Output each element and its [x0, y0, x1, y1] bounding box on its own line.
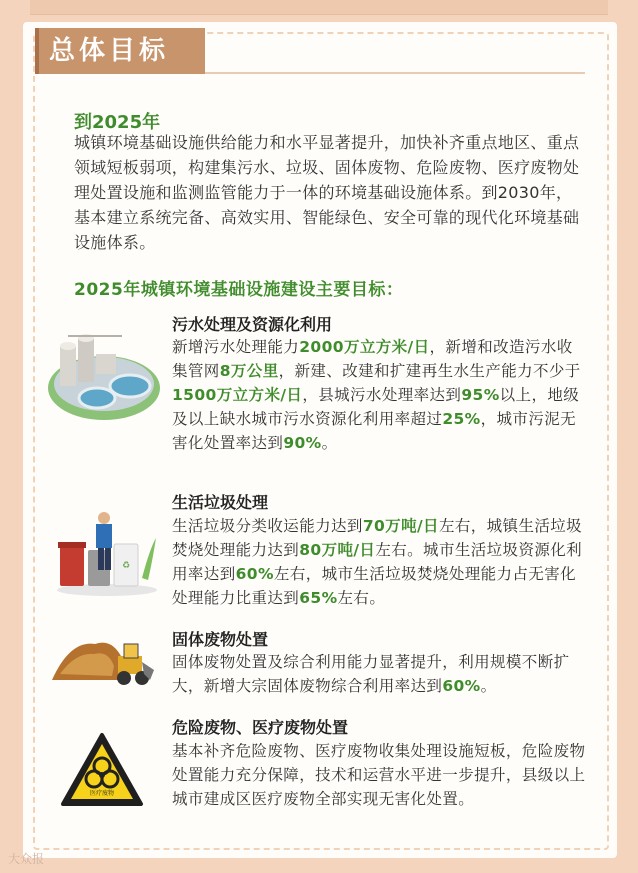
text-run: 。	[480, 677, 497, 695]
highlight-value: 1500万立方米/日	[172, 386, 303, 404]
text-run: 固体废物处置及综合利用能力显著提升，利用规模不断扩大，新增大宗固体废物综合利用率达到	[172, 653, 570, 695]
text-run: 新增污水处理能力	[172, 338, 300, 356]
year-title: 到2025年	[74, 112, 161, 133]
section-title-solid-waste: 固体废物处置	[172, 630, 269, 649]
top-decor-strip	[30, 0, 608, 15]
text-run: 基本补齐危险废物、医疗废物收集处理设施短板，危险废物处置能力充分保障，技术和运营水平进一步提升，县级以上城市建成区医疗废物全部实现无害化处置。	[172, 742, 586, 808]
highlight-value: 8万公里	[219, 362, 279, 380]
section-title-wastewater: 污水处理及资源化利用	[172, 315, 333, 334]
svg-text:♻: ♻	[121, 561, 131, 571]
watermark: 大众报	[8, 852, 45, 866]
text-run: ，城市污泥无害化处置率达到	[172, 410, 577, 452]
highlight-value: 60%	[442, 677, 481, 695]
highlight-value: 2000万立方米/日	[299, 338, 430, 356]
text-run: 以上，地级及以上缺水城市污水资源化利用率超过	[172, 386, 580, 428]
section-banner	[35, 28, 205, 74]
text-run: 左右，城镇生活垃圾焚烧处理能力达到	[172, 517, 583, 559]
section-body-household-waste	[172, 514, 588, 610]
highlight-value: 95%	[461, 386, 500, 404]
sign-label: 医疗废物	[89, 790, 115, 797]
highlight-value: 90%	[283, 434, 322, 452]
text-run: 生活垃圾分类收运能力达到	[172, 517, 363, 535]
text-run: 左右。	[337, 589, 386, 607]
text-run: 左右。城市生活垃圾资源化利用率达到	[172, 541, 583, 583]
highlight-value: 25%	[442, 410, 481, 428]
water-treatment-illustration	[42, 318, 162, 432]
section-body-hazardous-waste	[172, 739, 588, 811]
text-run: 。	[321, 434, 338, 452]
section-body-wastewater	[172, 335, 588, 455]
section-title-household-waste: 生活垃圾处理	[172, 493, 269, 512]
highlight-value: 60%	[235, 565, 274, 583]
intro-paragraph: 城镇环境基础设施供给能力和水平显著提升，加快补齐重点地区、重点领域短板弱项，构建集污水、垃圾、固体废物、危险废物、医疗废物处理处置设施和监测监管能力于一体的环境基础设施体系。到2030年，基本建立系统完备、高效实用、智能绿色、安全可靠的现代化环境基础设施体系。	[74, 133, 580, 252]
highlight-value: 70万吨/日	[362, 517, 439, 535]
text-run: ，新增和改造污水收集管网	[172, 338, 573, 380]
bulldozer-illustration	[50, 630, 160, 694]
page-title: 总体目标	[49, 36, 170, 66]
section-body-solid-waste	[172, 650, 588, 698]
highlight-value: 80万吨/日	[299, 541, 376, 559]
biohazard-sign-icon	[60, 732, 144, 812]
targets-subheading: 2025年城镇环境基础设施建设主要目标：	[74, 280, 404, 300]
waste-sorting-illustration	[52, 508, 162, 602]
banner-divider	[205, 72, 585, 74]
text-run: ，县城污水处理率达到	[302, 386, 462, 404]
text-run: 左右，城市生活垃圾焚烧处理能力占无害化处理能力比重达到	[172, 565, 577, 607]
highlight-value: 65%	[299, 589, 338, 607]
section-title-hazardous-waste: 危险废物、医疗废物处置	[172, 718, 349, 737]
text-run: ，新建、改建和扩建再生水生产能力不少于	[278, 362, 581, 380]
